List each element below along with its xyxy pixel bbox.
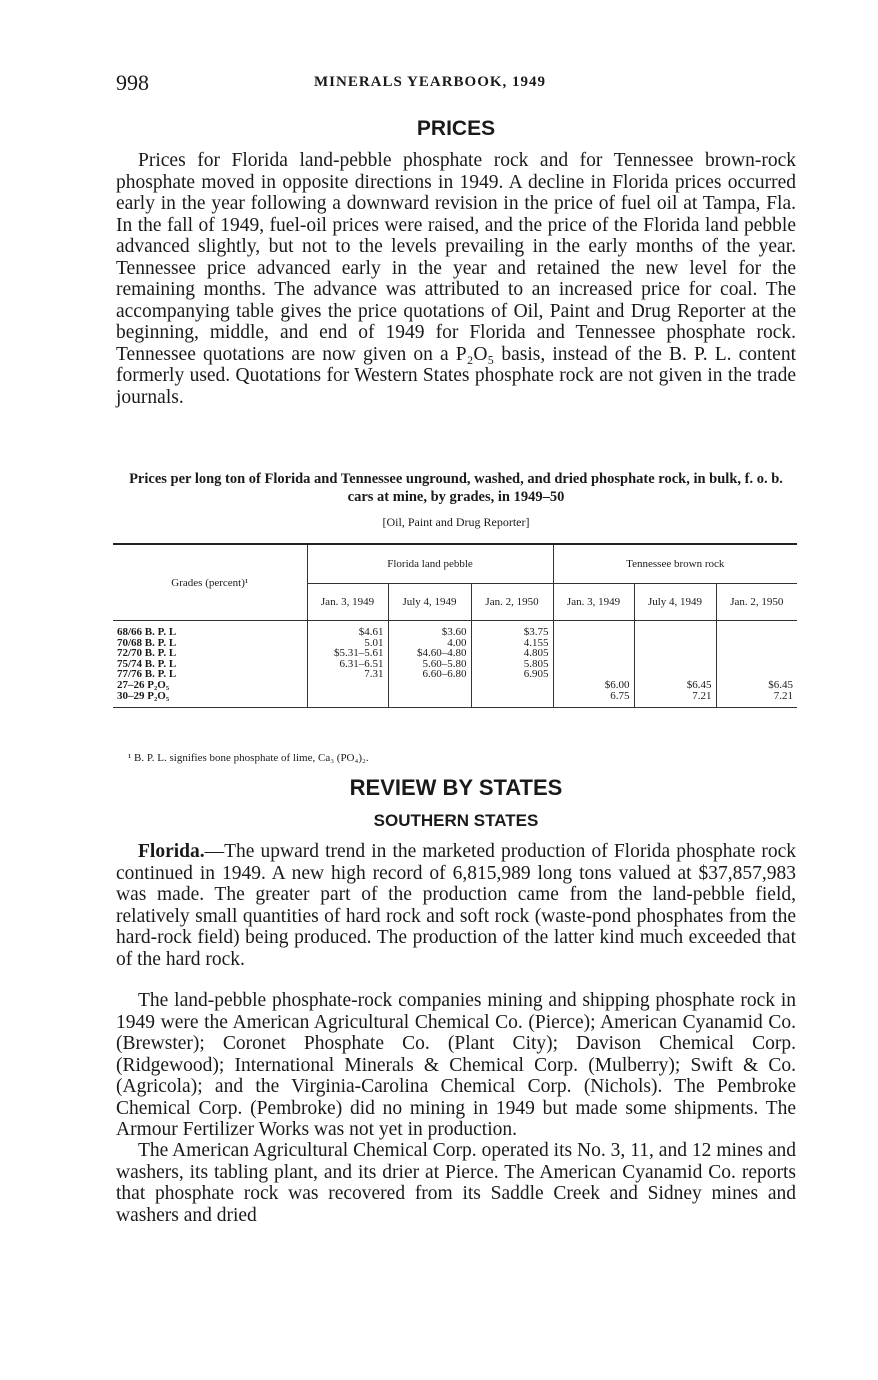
grade-cell: 72/70 B. P. L [117,647,177,660]
price-cell [471,691,553,708]
companies-paragraph: The land-pebble phosphate-rock companies mining and shipping phosphate rock in 1949 were the American Agricultural Chemical Co. (Pierce); American Cyanamid Co. (Brewster); Coronet Phosphate Co. (Plant City); Davison Chemical Corp. (Ridgewood); International Minerals & Chemical Corp. (Mulberry); Swift & Co. (Agricola); and the Virginia-Carolina Chemical Corp. (Nichols). The Pembroke Chemical Corp. (Pembroke) did no mining in 1949 but made some shipments. The Armour Fertilizer Works was not yet in production. [116,990,796,1140]
date-header: Jan. 2, 1950 [471,584,553,621]
table-row [113,621,797,638]
florida-lead: Florida. [138,841,205,862]
price-cell: 6.75 [553,691,634,708]
price-cell: $4.61 [307,621,388,638]
price-cell: $6.00 [553,680,634,691]
price-cell: $6.45 [716,680,797,691]
table-footnote: ¹ B. P. L. signifies bone phosphate of lime, Ca₃ (PO₄)₂. [128,752,369,764]
florida-group-header: Florida land pebble [307,544,553,584]
grade-cell: 70/68 B. P. L [117,636,177,649]
page-number: 998 [116,70,149,95]
price-cell [716,621,797,638]
date-header: Jan. 2, 1950 [716,584,797,621]
grade-cell: 30–29 P₂O₅ [113,691,307,708]
review-heading: REVIEW BY STATES [349,775,563,800]
page-header [116,70,796,96]
price-cell: 6.60–6.80 [388,669,471,680]
date-header: Jan. 3, 1949 [307,584,388,621]
price-cell: $3.75 [471,621,553,638]
price-cell [388,680,471,691]
price-cell: 7.21 [634,691,716,708]
price-cell: 6.31–6.51 [307,659,388,670]
price-cell: 4.155 [471,638,553,649]
price-cell: $6.45 [634,680,716,691]
price-cell: $5.31–5.61 [307,648,388,659]
price-cell: 5.60–5.80 [388,659,471,670]
florida-paragraph [116,841,796,970]
running-title: MINERALS YEARBOOK, 1949 [314,74,547,90]
price-cell [553,648,634,659]
table-caption: Prices per long ton of Florida and Tennessee unground, washed, and dried phosphate rock, in bulk, f. o. b. cars at mine, by grades, in 1949–50 [129,471,783,505]
price-cell: $3.60 [388,621,471,638]
price-cell [634,638,716,649]
tennessee-group-header: Tennessee brown rock [553,544,797,584]
grade-cell: 68/66 B. P. L [117,626,177,638]
table-source: [Oil, Paint and Drug Reporter] [382,515,530,529]
price-cell [634,659,716,670]
price-cell [553,638,634,649]
price-cell [634,621,716,638]
price-cell: 4.00 [388,638,471,649]
price-cell: 5.805 [471,659,553,670]
price-cell [716,659,797,670]
price-cell [716,638,797,649]
grade-cell: 27–26 P₂O₅ [117,678,170,691]
price-cell [716,648,797,659]
price-cell [471,680,553,691]
price-cell: 7.21 [716,691,797,708]
price-table [113,543,797,708]
price-cell: 4.805 [471,648,553,659]
date-header: July 4, 1949 [388,584,471,621]
prices-heading: PRICES [416,117,496,140]
price-cell [553,621,634,638]
price-cell [634,648,716,659]
price-cell [388,691,471,708]
grades-header: Grades (percent)¹ [113,544,307,621]
price-cell [553,659,634,670]
table-row [113,691,797,708]
florida-text: —The upward trend in the marketed production of Florida phosphate rock continued in 1949. A new high record of 6,815,989 long tons valued at $37,857,983 was made. The greater part of the production came from the land-pebble field, relatively small quantities of hard rock and soft rock (waste-pond phosphates from the hard-rock field) being produced. The production of the latter kind much exceeded that of the hard rock. [116,841,796,970]
date-header: Jan. 3, 1949 [553,584,634,621]
grade-cell: 77/76 B. P. L [117,668,177,681]
date-header: July 4, 1949 [634,584,716,621]
price-cell: $4.60–4.80 [388,648,471,659]
southern-heading: SOUTHERN STATES [373,811,539,830]
prices-paragraph: Prices for Florida land-pebble phosphate rock and for Tennessee brown-rock phosphate moved in opposite directions in 1949. A decline in Florida prices occurred early in the year following a downward revision in the price of fuel oil at Tampa, Fla. In the fall of 1949, fuel-oil prices were raised, and the price of the Florida land pebble advanced slightly, but not to the levels prevailing in the early months of the year. Tennessee price advanced early in the year and retained the new level for the remaining months. The advance was attributed to an increased price for coal. The accompanying table gives the price quotations of Oil, Paint and Drug Reporter at the beginning, middle, and end of 1949 for Florida and Tennessee phosphate rock. Tennessee quotations are now given on a P₂O₅ basis, instead of the B. P. L. content formerly used. Quotations for Western States phosphate rock are not given in the trade journals. [116,150,796,408]
price-cell [307,691,388,708]
price-cell: 5.01 [307,638,388,649]
agricultural-paragraph: The American Agricultural Chemical Corp. operated its No. 3, 11, and 12 mines and washers, its tabling plant, and its drier at Pierce. The American Cyanamid Co. reports that phosphate rock was recovered from its Saddle Creek and Sidney mines and washers and dried [116,1140,796,1226]
price-cell: 6.905 [471,669,553,680]
price-cell [307,680,388,691]
grade-cell: 75/74 B. P. L [117,657,177,670]
table-row [113,680,797,691]
price-cell: 7.31 [307,669,388,680]
